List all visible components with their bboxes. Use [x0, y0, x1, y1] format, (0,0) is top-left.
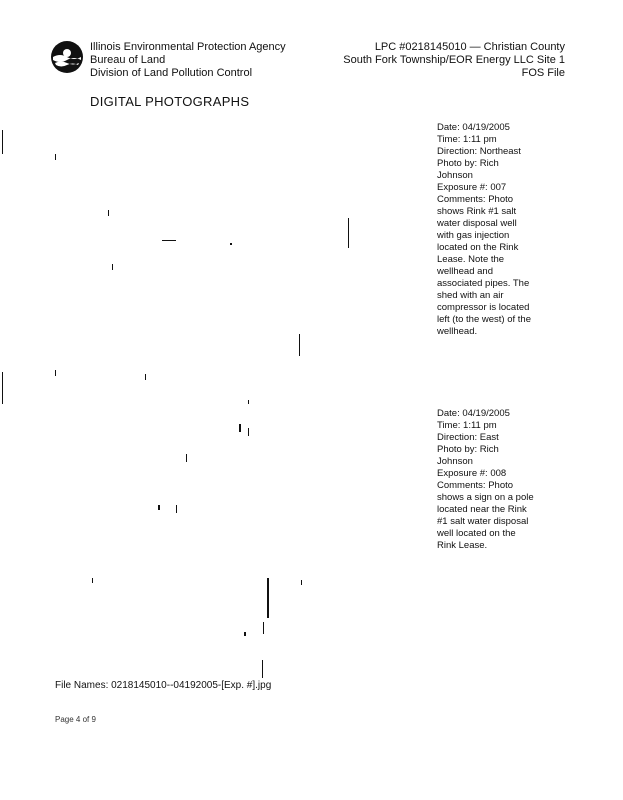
- caption-line: Johnson: [437, 456, 473, 467]
- scan-artifact: [92, 578, 93, 583]
- caption-line: Rink Lease.: [437, 540, 488, 551]
- caption-line: shows a sign on a pole: [437, 492, 534, 503]
- caption-line: #1 salt water disposal: [437, 516, 529, 527]
- caption-line: wellhead and: [437, 266, 493, 277]
- illinois-epa-logo-icon: [50, 40, 84, 74]
- caption-line: Exposure #: 008: [437, 468, 507, 479]
- caption-line: Photo by: Rich: [437, 444, 499, 455]
- page-title: DIGITAL PHOTOGRAPHS: [90, 94, 250, 109]
- caption-line: Direction: Northeast: [437, 146, 521, 157]
- scan-artifact: [145, 374, 146, 380]
- site-block: [343, 41, 565, 80]
- caption-line: Comments: Photo: [437, 480, 514, 491]
- scan-artifact: [348, 218, 349, 248]
- division-name: Division of Land Pollution Control: [90, 67, 253, 79]
- page-number: Page 4 of 9: [55, 715, 96, 724]
- scan-artifact: [112, 264, 113, 270]
- caption-line: wellhead.: [437, 326, 478, 337]
- caption-line: Date: 04/19/2005: [437, 122, 510, 133]
- scan-artifact: [248, 400, 249, 404]
- lpc-number: LPC #0218145010 — Christian County: [374, 41, 565, 53]
- scan-artifact: [230, 243, 232, 245]
- caption-line: compressor is located: [437, 302, 530, 313]
- scan-artifact: [301, 580, 302, 585]
- scan-artifact: [2, 130, 3, 154]
- caption-line: located on the Rink: [437, 242, 519, 253]
- caption-line: with gas injection: [437, 230, 510, 241]
- scan-artifact: [262, 660, 263, 678]
- caption-line: water disposal well: [437, 218, 517, 229]
- caption-line: Comments: Photo: [437, 194, 514, 205]
- scan-artifact: [263, 622, 264, 634]
- caption-line: Date: 04/19/2005: [437, 408, 510, 419]
- caption-line: well located on the: [437, 528, 516, 539]
- scan-artifact: [244, 632, 246, 636]
- site-name: South Fork Township/EOR Energy LLC Site 1: [343, 54, 565, 66]
- scan-artifact: [299, 334, 300, 356]
- scan-artifact: [239, 424, 241, 432]
- bureau-name: Bureau of Land: [90, 54, 166, 66]
- file-type: FOS File: [521, 67, 565, 79]
- agency-block: [90, 41, 286, 80]
- caption-line: Lease. Note the: [437, 254, 505, 265]
- scan-artifact: [158, 505, 160, 510]
- caption-line: Time: 1:11 pm: [437, 134, 497, 145]
- caption-line: located near the Rink: [437, 504, 527, 515]
- caption-line: shows Rink #1 salt: [437, 206, 517, 217]
- scan-artifact: [248, 428, 249, 436]
- scan-artifact: [55, 154, 56, 160]
- caption-line: Exposure #: 007: [437, 182, 507, 193]
- photo-1-caption: [437, 122, 557, 338]
- caption-line: Johnson: [437, 170, 473, 181]
- scan-artifact: [176, 505, 177, 513]
- scan-artifact: [55, 370, 56, 376]
- agency-name: Illinois Environmental Protection Agency: [90, 41, 286, 53]
- scan-artifact: [267, 578, 269, 618]
- scan-artifact: [162, 240, 176, 241]
- scan-artifact: [108, 210, 109, 216]
- scan-artifact: [2, 372, 3, 404]
- caption-line: Time: 1:11 pm: [437, 420, 497, 431]
- scan-artifact: [186, 454, 187, 462]
- caption-line: Photo by: Rich: [437, 158, 499, 169]
- caption-line: left (to the west) of the: [437, 314, 531, 325]
- caption-line: associated pipes. The: [437, 278, 530, 289]
- caption-line: Direction: East: [437, 432, 499, 443]
- caption-line: shed with an air: [437, 290, 504, 301]
- file-names: File Names: 0218145010--04192005-[Exp. #].jpg: [55, 680, 272, 691]
- photo-2-caption: [437, 408, 557, 552]
